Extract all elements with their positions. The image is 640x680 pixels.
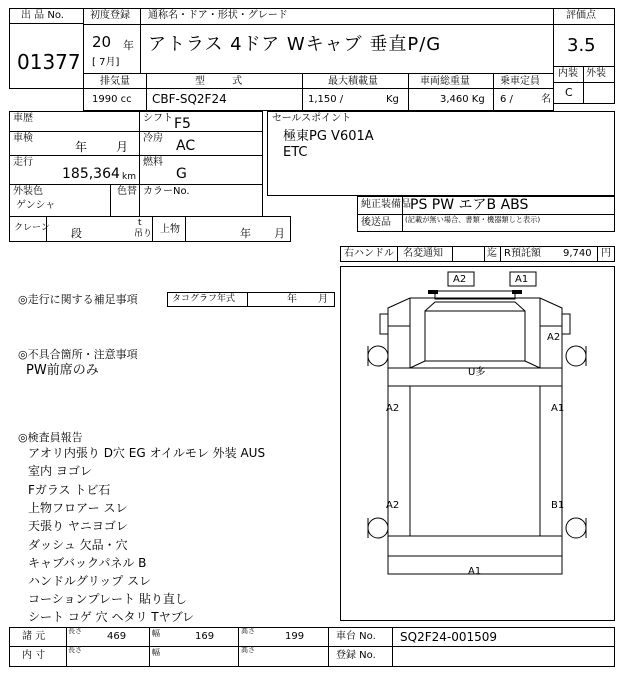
tacho-label: タコグラフ年式 [172, 294, 236, 304]
inspector-line-5: 天張り ヤニヨゴレ [28, 519, 128, 533]
mark-right-rear: B1 [551, 500, 565, 511]
until-label: 迄 [487, 248, 497, 259]
inspector-label: ◎検査員報告 [18, 431, 83, 444]
steering: 右ハンドル [344, 248, 394, 259]
width-value: 169 [195, 631, 215, 642]
inspector-line-8: ハンドルグリップ スレ [28, 574, 152, 588]
upper-month: 月 [274, 227, 285, 240]
front-left-wheel [368, 346, 388, 366]
displacement: 1990 cc [92, 94, 132, 105]
mileage-value: 185,364 [62, 166, 120, 182]
length-value: 469 [107, 631, 127, 642]
selling-point-1: 極東PG V601A [283, 129, 374, 144]
crane-stage: 段 [71, 227, 82, 240]
score-block [553, 8, 615, 104]
inspector-line-2: 室内 ヨゴレ [28, 464, 92, 478]
height-value: 199 [285, 631, 305, 642]
inspection-year: 年 [75, 140, 88, 154]
mark-top-left: A2 [453, 274, 467, 285]
max-load-unit: Kg [386, 94, 399, 105]
tacho-month: 月 [318, 294, 328, 305]
max-load: 1,150 / [308, 94, 344, 105]
inspection-label: 車検 [13, 133, 33, 144]
displacement-label: 排気量 [100, 76, 130, 87]
exterior-color-label: 外装色 [13, 186, 43, 197]
shift-value: F5 [174, 116, 191, 132]
ac-label: 冷房 [143, 133, 163, 144]
exterior-color: ゲンシャ [16, 200, 56, 211]
inspector-line-1: アオリ内張り D穴 EG オイルモレ 外装 AUS [28, 446, 266, 460]
gross-weight: 3,460 Kg [440, 94, 485, 105]
name-change-label: 名変通知 [403, 248, 443, 259]
tacho-year: 年 [287, 294, 297, 305]
lot-label: 出 品 No. [21, 10, 64, 21]
upper-year: 年 [240, 227, 251, 240]
selling-point-2: ETC [283, 145, 308, 160]
cargo-bed [388, 386, 565, 536]
inspector-line-9: コーションプレート 貼り直し [28, 592, 187, 606]
chassis-number: SQ2F24-001509 [400, 630, 498, 644]
type-label: 型 式 [195, 76, 255, 87]
score-label: 評価点 [566, 10, 596, 21]
mark-floor: U多 [468, 367, 486, 378]
first-reg-year: 20 [92, 33, 112, 51]
fuel-value: G [176, 166, 187, 182]
model-code: CBF-SQ2F24 [152, 92, 227, 106]
rear-right-wheel [566, 518, 586, 538]
upper-label: 上物 [160, 224, 180, 235]
rear-left-wheel [368, 518, 388, 538]
mark-cab-right: A2 [547, 332, 561, 343]
windshield [425, 311, 525, 361]
mark-left-rear: A2 [386, 500, 400, 511]
color-change-label: 色替 [117, 186, 137, 197]
gross-weight-label: 車両総重量 [420, 76, 470, 87]
crane-hook: 吊り [134, 229, 153, 239]
capacity-unit: 名 [541, 94, 551, 105]
aftermarket-label: 後送品 [361, 217, 391, 228]
equipment-label: 純正装備品 [361, 199, 411, 210]
defects-label: ◎不具合箇所・注意事項 [18, 348, 138, 361]
inspection-month: 月 [116, 140, 129, 154]
mark-right-front: A1 [551, 403, 565, 414]
inspector-line-10: シート コゲ 穴 ヘタリ Tヤブレ [28, 610, 195, 624]
max-load-label: 最大積載量 [328, 76, 378, 87]
inspector-line-3: Fガラス トビ石 [28, 483, 111, 497]
score-value: 3.5 [567, 35, 596, 56]
length-label: 長さ [68, 627, 82, 635]
exterior-label: 外装 [586, 68, 606, 79]
inspector-line-4: 上物フロアー スレ [28, 501, 128, 515]
inner-height-label: 高さ [241, 646, 255, 654]
crane-ton: t [138, 218, 142, 228]
recycle-unit: 円 [601, 248, 611, 259]
inner-width-label: 幅 [152, 648, 160, 657]
vehicle-title: アトラス 4ドア Wキャブ 垂直P/G [148, 34, 442, 55]
shift-label: シフト [143, 113, 173, 124]
mark-left-front: A2 [386, 403, 400, 414]
first-reg-year-unit: 年 [123, 39, 134, 52]
mark-top-right: A1 [515, 274, 529, 285]
fuel-label: 燃料 [143, 157, 163, 168]
height-label: 高さ [241, 627, 255, 635]
registration-label: 登録 No. [336, 650, 376, 661]
capacity-label: 乗車定員 [500, 76, 540, 87]
ac-value: AC [176, 138, 196, 154]
defects-value: PW前席のみ [26, 363, 99, 378]
history-label: 車歴 [13, 113, 33, 124]
selling-points-label: セールスポイント [272, 113, 352, 124]
first-reg-month: [ 7月] [92, 57, 120, 68]
equipment-value: PS PW エアB ABS [410, 197, 529, 213]
lot-number: 01377 [17, 50, 81, 74]
specs-label: 諸 元 [22, 631, 46, 642]
aftermarket-note: (記載が無い場合、書類・機器類しと表示) [405, 216, 541, 225]
mileage-label: 走行 [13, 157, 33, 168]
capacity: 6 / [500, 94, 513, 105]
crane-label: クレーン [14, 223, 50, 233]
inner-label: 内 寸 [22, 650, 46, 661]
inspector-line-6: ダッシュ 欠品・穴 [28, 538, 128, 552]
inner-length-label: 長さ [68, 646, 82, 654]
width-label: 幅 [152, 629, 160, 638]
recycle-amount: 9,740 [563, 248, 592, 259]
first-reg-label: 初度登録 [90, 10, 130, 21]
footer-table [9, 627, 615, 667]
interior-grade: C [565, 86, 573, 99]
inspector-line-7: キャブバックパネル B [28, 556, 147, 570]
name-label: 通称名・ドア・形状・グレード [148, 10, 288, 21]
front-right-wheel [566, 346, 586, 366]
driving-notes-label: ◎走行に関する補足事項 [18, 293, 138, 306]
mileage-unit: km [122, 172, 136, 182]
interior-label: 内装 [558, 68, 578, 79]
color-no-label: カラーNo. [143, 186, 190, 197]
chassis-label: 車台 No. [336, 631, 376, 642]
mark-tail: A1 [468, 566, 482, 577]
recycle-label: R預託額 [504, 248, 541, 259]
